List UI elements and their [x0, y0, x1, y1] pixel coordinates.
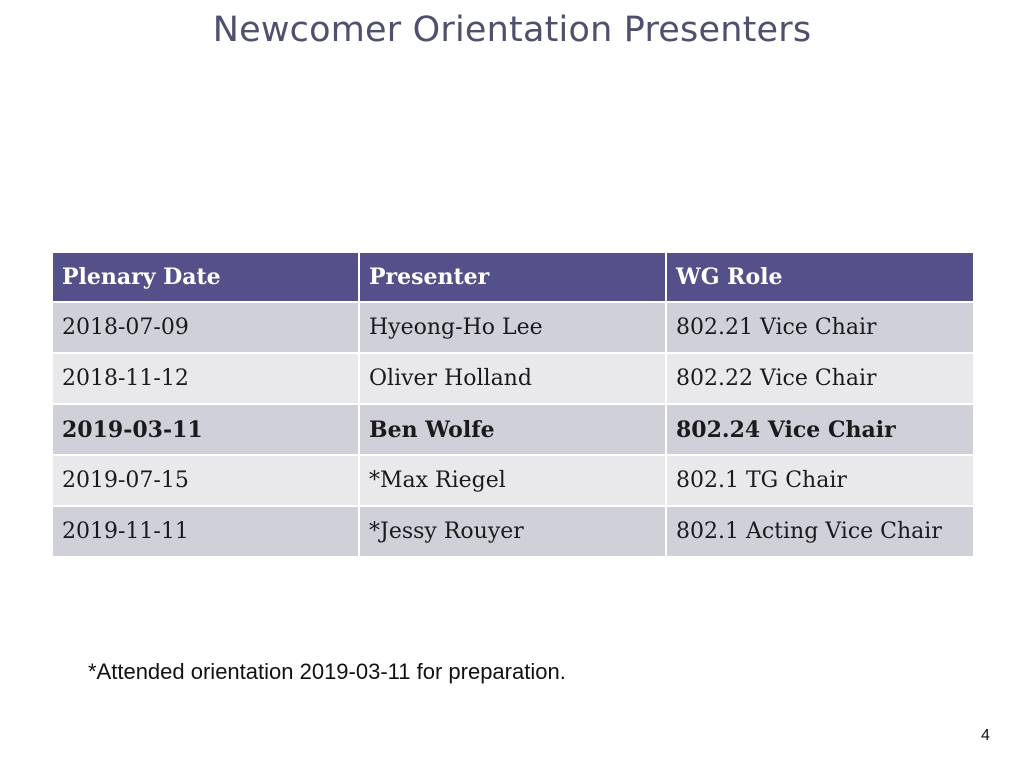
wg-role-cell: 802.1 TG Chair — [667, 456, 973, 505]
column-header-plenary-date: Plenary Date — [53, 253, 358, 301]
table-row — [53, 354, 973, 403]
plenary-date-cell: 2018-07-09 — [53, 303, 358, 352]
table-row — [53, 507, 973, 556]
wg-role-cell: 802.22 Vice Chair — [667, 354, 973, 403]
footnote: *Attended orientation 2019-03-11 for preparation. — [88, 659, 566, 684]
table-row — [53, 456, 973, 505]
column-header-presenter: Presenter — [360, 253, 665, 301]
presenter-cell: Oliver Holland — [360, 354, 665, 403]
page-number: 4 — [981, 727, 990, 744]
presenter-cell: Ben Wolfe — [360, 405, 665, 454]
table-header-row — [53, 253, 973, 301]
plenary-date-cell: 2019-03-11 — [53, 405, 358, 454]
column-header-wg-role: WG Role — [667, 253, 973, 301]
wg-role-cell: 802.21 Vice Chair — [667, 303, 973, 352]
wg-role-cell: 802.1 Acting Vice Chair — [667, 507, 973, 556]
plenary-date-cell: 2019-11-11 — [53, 507, 358, 556]
table-row — [53, 303, 973, 352]
presenter-cell: *Max Riegel — [360, 456, 665, 505]
presenter-cell: *Jessy Rouyer — [360, 507, 665, 556]
presenter-cell: Hyeong-Ho Lee — [360, 303, 665, 352]
plenary-date-cell: 2018-11-12 — [53, 354, 358, 403]
table-row-highlighted — [53, 405, 973, 454]
plenary-date-cell: 2019-07-15 — [53, 456, 358, 505]
slide-title: Newcomer Orientation Presenters — [212, 10, 812, 50]
wg-role-cell: 802.24 Vice Chair — [667, 405, 973, 454]
presenters-table — [51, 251, 975, 558]
